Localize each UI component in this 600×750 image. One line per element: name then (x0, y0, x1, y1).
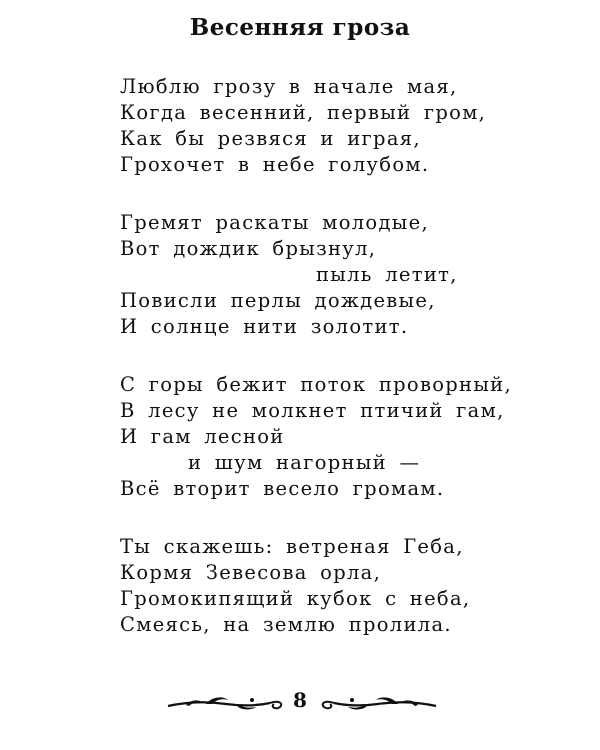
poem-line: Ты скажешь: ветреная Геба, (120, 535, 464, 558)
poem-line: Как бы резвяся и играя, (120, 127, 421, 150)
poem-body (120, 74, 520, 670)
poem-line: В лесу не молкнет птичий гам, (120, 399, 505, 422)
poem-line: Кормя Зевесова орла, (120, 561, 382, 584)
poem-line: И гам лесной (120, 425, 285, 448)
poem-line: С горы бежит поток проворный, (120, 373, 512, 396)
poem-line-indented: пыль летит, (316, 263, 458, 286)
poem-line: Вот дождик брызнул, (120, 237, 377, 260)
stanza-4 (120, 534, 520, 638)
poem-line: Смеясь, на землю пролила. (120, 613, 452, 636)
poem-line-indented: и шум нагорный — (188, 451, 421, 474)
poem-line: Когда весенний, первый гром, (120, 101, 487, 124)
stanza-3 (120, 372, 520, 502)
poem-line: Грохочет в небе голубом. (120, 153, 430, 176)
stanza-2 (120, 210, 520, 340)
poem-title: Весенняя гроза (189, 14, 411, 41)
poem-line: Гремят раскаты молодые, (120, 211, 429, 234)
flourish-right-icon (318, 692, 438, 716)
page-number: 8 (293, 688, 307, 712)
poem-line: Всё вторит весело громам. (120, 477, 445, 500)
page-footer (0, 684, 600, 724)
flourish-left-icon (166, 692, 286, 716)
stanza-1 (120, 74, 520, 178)
poem-line: Повисли перлы дождевые, (120, 289, 436, 312)
poem-line: И солнце нити золотит. (120, 315, 409, 338)
poem-line: Громокипящий кубок с неба, (120, 587, 471, 610)
poem-line: Люблю грозу в начале мая, (120, 75, 458, 98)
